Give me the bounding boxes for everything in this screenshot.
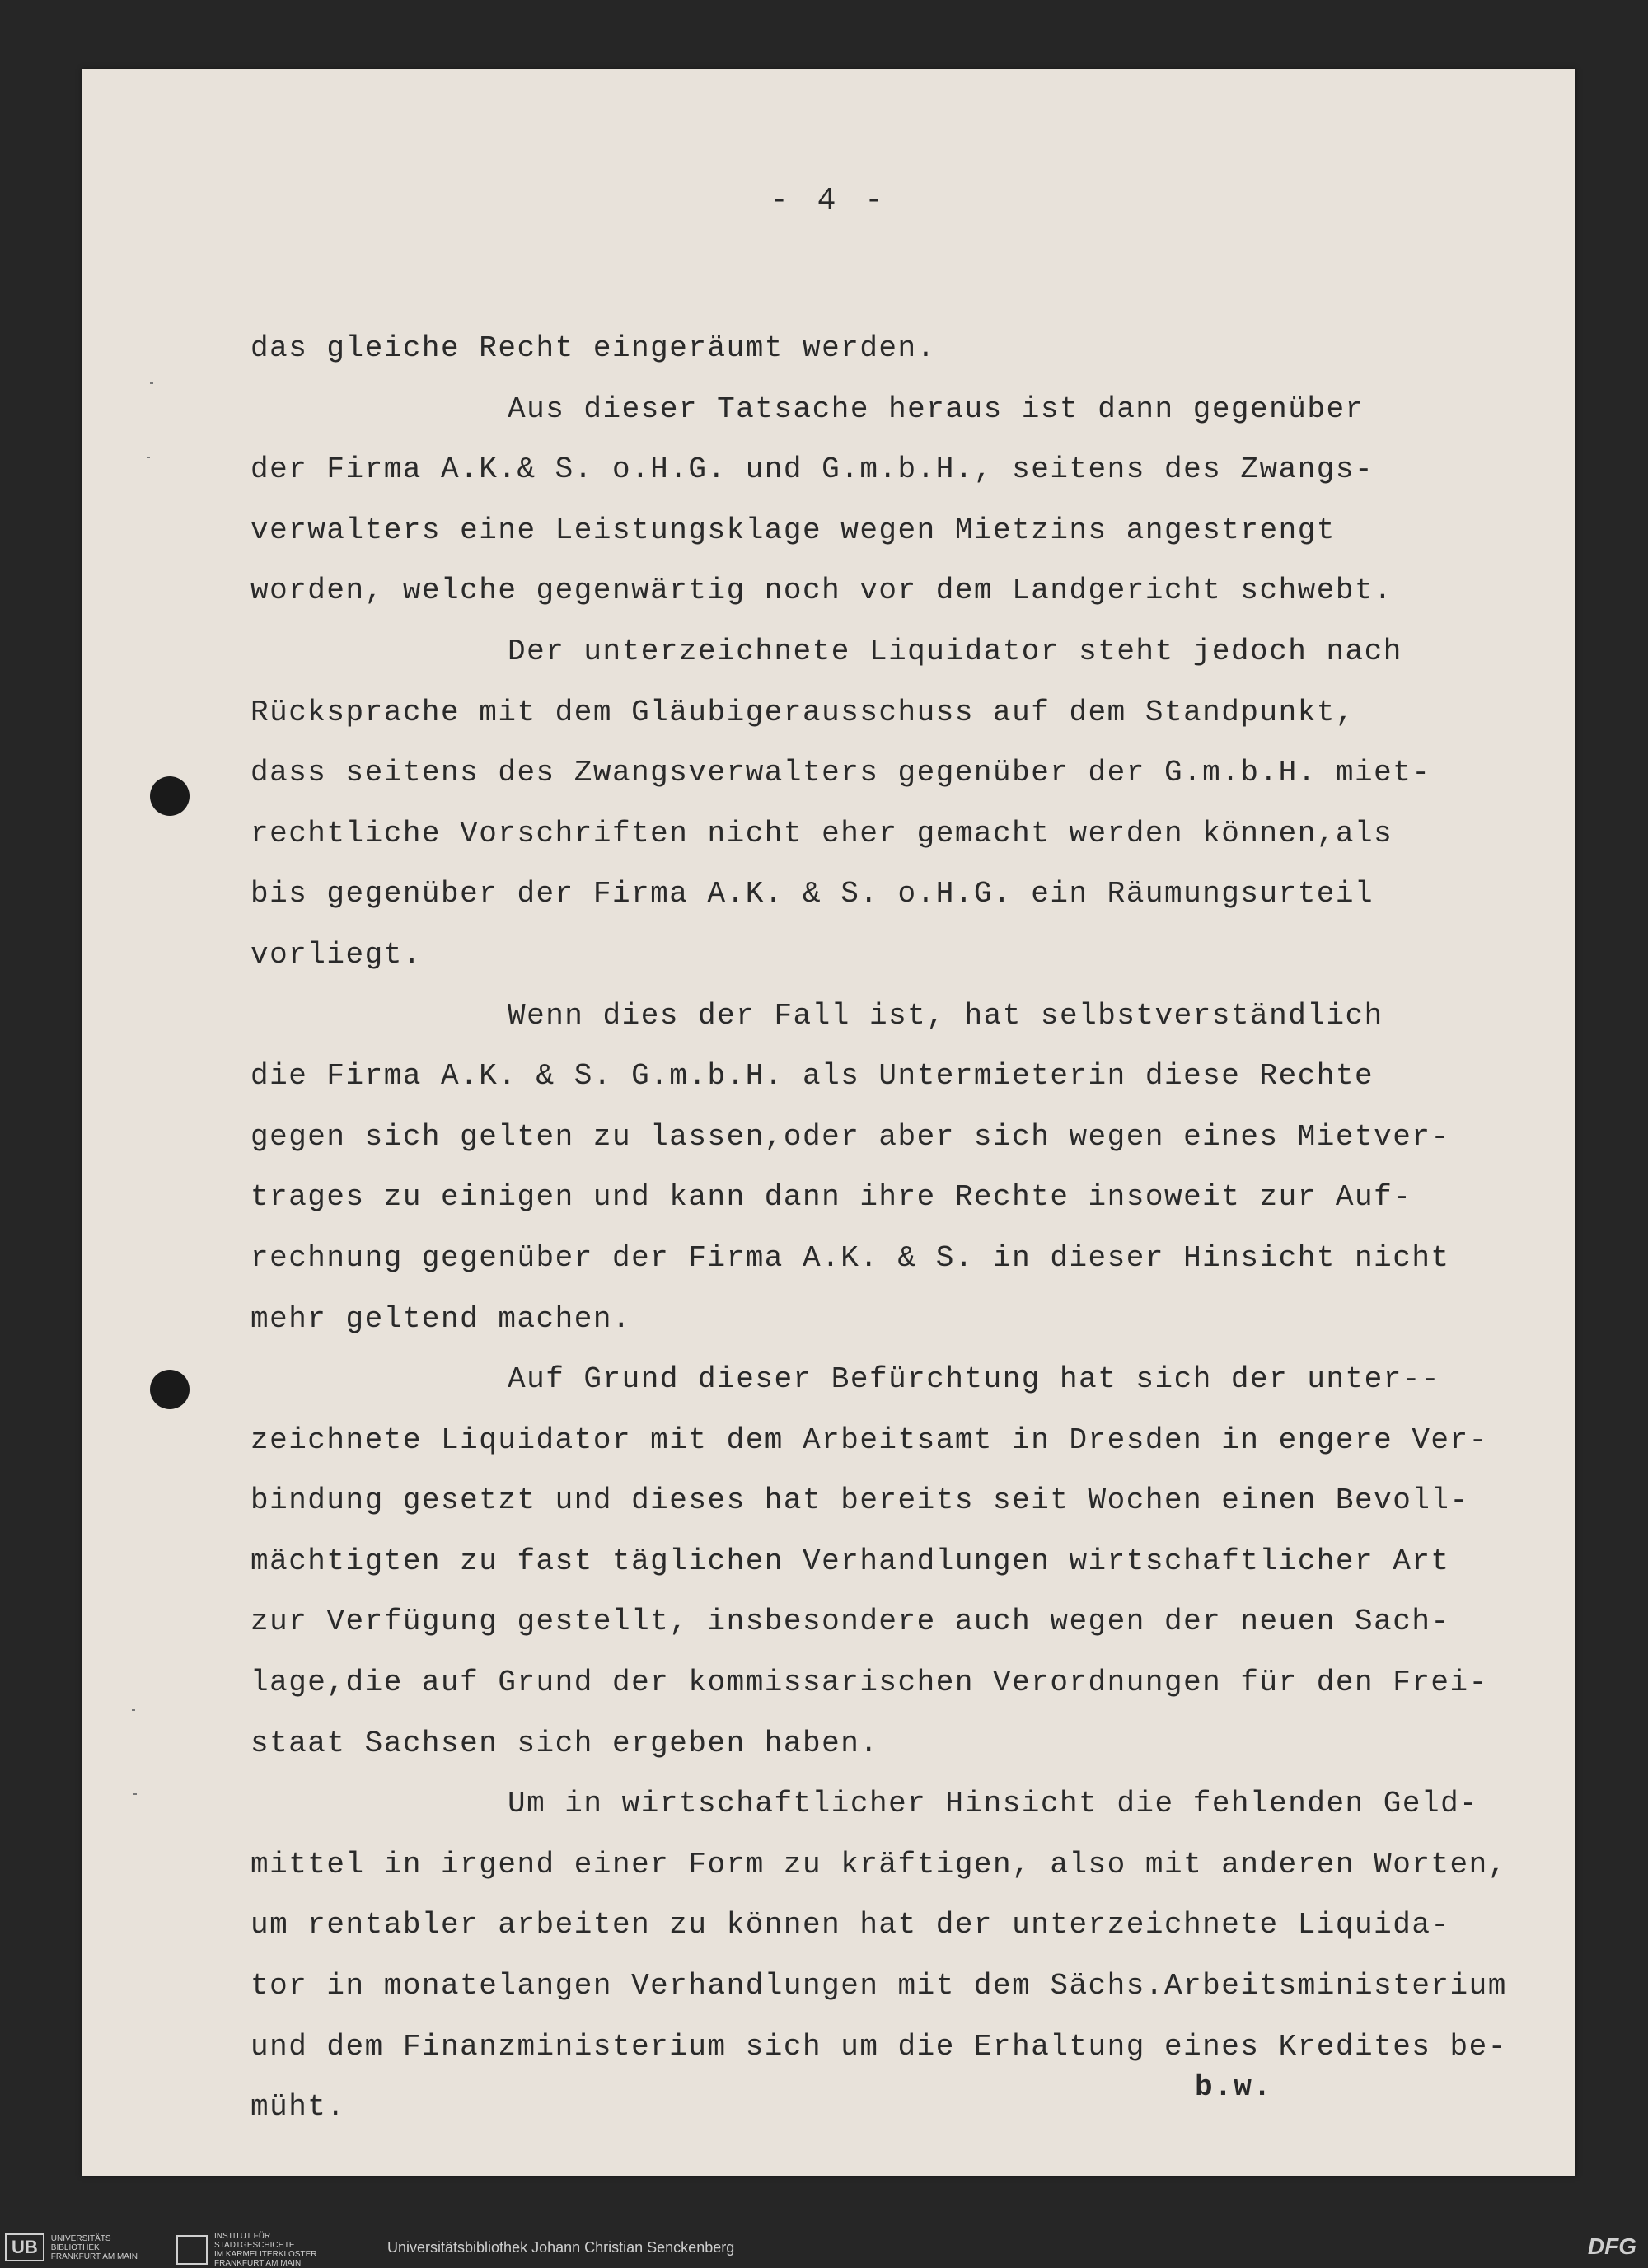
typed-letter-body	[250, 318, 1569, 2138]
text-line: zeichnete Liquidator mit dem Arbeitsamt in Dresden in engere Ver-	[250, 1422, 1488, 1457]
text-line: Rücksprache mit dem Gläubigerausschuss auf dem Standpunkt,	[250, 695, 1355, 729]
text-line: verwalters eine Leistungsklage wegen Mietzins angestrengt	[250, 513, 1336, 547]
text-line: worden, welche gegenwärtig noch vor dem Landgericht schwebt.	[250, 574, 1393, 608]
text-line: um rentabler arbeiten zu können hat der unterzeichnete Liquida-	[250, 1908, 1450, 1942]
institut-logo-text: INSTITUT FÜR STADTGESCHICHTE IM KARMELITERKLOSTER FRANKFURT AM MAIN	[214, 2232, 317, 2268]
text-line: mächtigten zu fast täglichen Verhandlungen wirtschaftlicher Art	[250, 1544, 1450, 1578]
text-line: bis gegenüber der Firma A.K. & S. o.H.G. ein Räumungsurteil	[250, 877, 1374, 911]
text-line: trages zu einigen und kann dann ihre Rechte insoweit zur Auf-	[250, 1180, 1412, 1215]
paper-speck	[150, 382, 153, 384]
text-line: gegen sich gelten zu lassen,oder aber sich wegen eines Mietver-	[250, 1119, 1450, 1154]
text-line: mittel in irgend einer Form zu kräftigen, also mit anderen Worten,	[250, 1847, 1507, 1881]
institut-icon	[176, 2235, 208, 2265]
university-library-logo[interactable]	[5, 2233, 138, 2261]
text-line: und dem Finanzministerium sich um die Erhaltung eines Kredites be-	[250, 2029, 1507, 2064]
text-line: der Firma A.K.& S. o.H.G. und G.m.b.H., seitens des Zwangs-	[250, 452, 1374, 487]
punch-hole-top	[150, 776, 190, 816]
text-line: bindung gesetzt und dieses hat bereits seit Wochen einen Bevoll-	[250, 1483, 1469, 1518]
text-line: tor in monatelangen Verhandlungen mit dem Sächs.Arbeitsministerium	[250, 1969, 1507, 2003]
text-line: Aus dieser Tatsache heraus ist dann gegenüber	[508, 391, 1365, 426]
page-number: - 4 -	[769, 183, 889, 218]
text-line: rechnung gegenüber der Firma A.K. & S. in dieser Hinsicht nicht	[250, 1240, 1450, 1275]
please-turn-over-mark: b.w.	[1195, 2070, 1273, 2104]
library-name[interactable]: Universitätsbibliothek Johann Christian Senckenberg	[387, 2239, 735, 2256]
ub-logo-text: UNIVERSITÄTS BIBLIOTHEK FRANKFURT AM MAIN	[50, 2233, 138, 2261]
text-line: dass seitens des Zwangsverwalters gegenüber der G.m.b.H. miet-	[250, 756, 1431, 790]
text-line: Wenn dies der Fall ist, hat selbstverständlich	[508, 998, 1383, 1033]
institut-stadtgeschichte-logo[interactable]	[176, 2232, 316, 2268]
text-line: müht.	[250, 2090, 346, 2125]
punch-hole-bottom	[150, 1370, 190, 1409]
text-line: die Firma A.K. & S. G.m.b.H. als Untermieterin diese Rechte	[250, 1059, 1374, 1094]
text-line: Um in wirtschaftlicher Hinsicht die fehlenden Geld-	[508, 1787, 1479, 1821]
text-line: staat Sachsen sich ergeben haben.	[250, 1726, 879, 1760]
paper-speck	[147, 457, 150, 458]
paper-speck	[132, 1709, 135, 1711]
dfg-logo[interactable]: DFG	[1587, 2233, 1636, 2259]
text-line: vorliegt.	[250, 937, 422, 972]
text-line: Auf Grund dieser Befürchtung hat sich der unter--	[508, 1362, 1441, 1397]
text-line: Der unterzeichnete Liquidator steht jedoch nach	[508, 634, 1402, 668]
text-line: rechtliche Vorschriften nicht eher gemacht werden können,als	[250, 816, 1393, 850]
viewer-footer	[0, 2225, 1648, 2267]
document-page	[82, 69, 1575, 2176]
ub-mark: UB	[5, 2233, 44, 2261]
text-line: zur Verfügung gestellt, insbesondere auch wegen der neuen Sach-	[250, 1605, 1450, 1639]
text-line: mehr geltend machen.	[250, 1301, 632, 1336]
text-line: das gleiche Recht eingeräumt werden.	[250, 331, 936, 365]
paper-speck	[133, 1793, 137, 1795]
text-line: lage,die auf Grund der kommissarischen Verordnungen für den Frei-	[250, 1666, 1488, 1700]
